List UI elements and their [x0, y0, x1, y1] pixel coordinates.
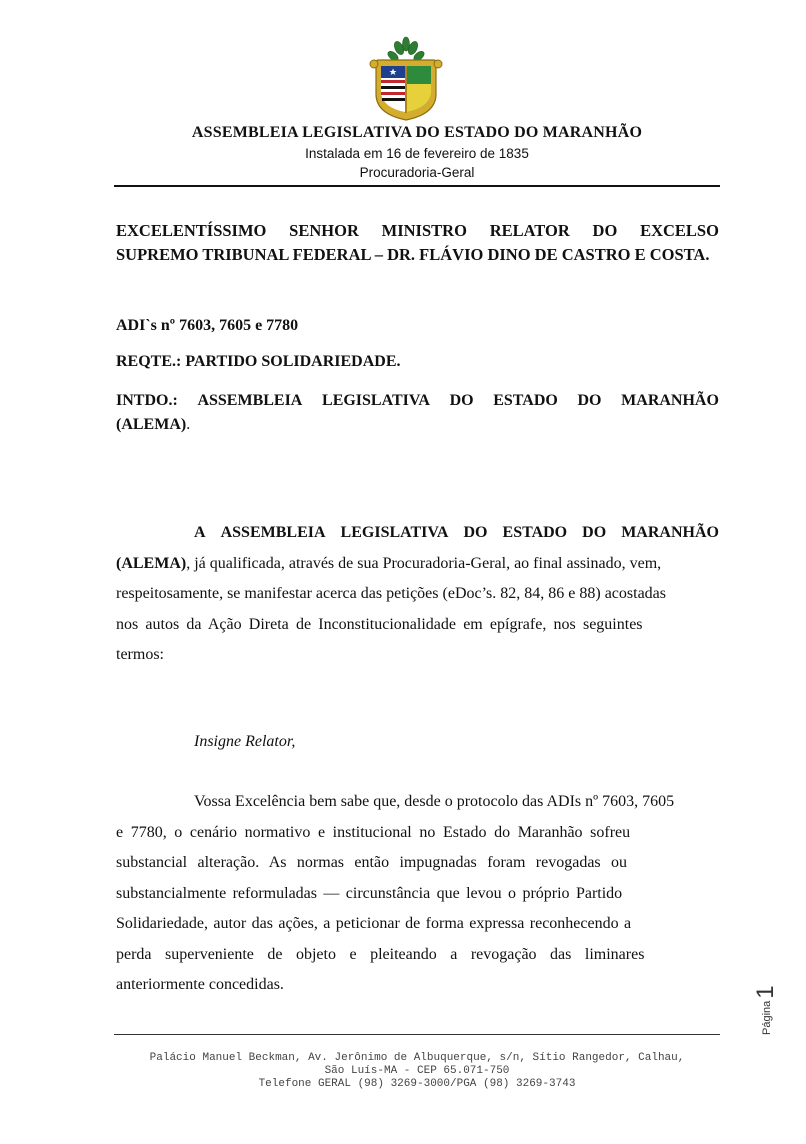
p1-line-5: termos:	[116, 646, 164, 663]
addressee-block	[116, 219, 719, 267]
p1-line-2-text: , já qualificada, através de sua Procuradoria-Geral, ao final assinado, vem,	[186, 554, 662, 572]
footer-divider	[114, 1034, 720, 1035]
installation-date: Instalada em 16 de fevereiro de 1835	[305, 146, 529, 161]
institution-name: ASSEMBLEIA LEGISLATIVA DO ESTADO DO MARANHÃO	[191, 124, 643, 141]
addressee-word: EXCELSO	[640, 221, 719, 240]
defendant-acronym: (ALEMA)	[116, 416, 187, 433]
p1-line-4: nos autos da Ação Direta de Inconstitucionalidade em epígrafe, nos seguintes	[116, 615, 643, 633]
page-label: Página	[761, 1000, 773, 1035]
footer-phone: Telefone GERAL (98) 3269-3000/PGA (98) 3269-3743	[258, 1078, 576, 1090]
p2-line-7: anteriormente concedidas.	[116, 976, 284, 993]
body-paragraph-1	[116, 518, 719, 671]
footer-city: São Luís-MA - CEP 65.071-750	[324, 1065, 510, 1077]
p1-word: LEGISLATIVA	[340, 524, 449, 541]
body-paragraph-2	[116, 787, 719, 1001]
salutation: Insigne Relator,	[194, 733, 296, 750]
defendant-word: INTDO.:	[116, 392, 178, 409]
p1-line-1	[116, 518, 719, 549]
addressee-line-1	[116, 219, 719, 243]
p2-line-6: perda superveniente de objeto e pleiteando a revogação das liminares	[116, 945, 645, 963]
defendant-period: .	[186, 416, 191, 433]
page-number-label	[752, 985, 780, 1035]
department-name: Procuradoria-Geral	[359, 165, 475, 180]
p1-line-3: respeitosamente, se manifestar acerca das petições (eDoc’s. 82, 84, 86 e 88) acostadas	[116, 585, 666, 602]
p2-line-1: Vossa Excelência bem sabe que, desde o protocolo das ADIs nº 7603, 7605	[194, 793, 675, 810]
case-plaintiff: REQTE.: PARTIDO SOLIDARIEDADE.	[116, 353, 401, 370]
case-defendant	[116, 389, 719, 437]
p2-line-5: Solidariedade, autor das ações, a peticionar de forma expressa reconhecendo a	[116, 915, 632, 932]
defendant-line-1	[116, 389, 719, 413]
addressee-word: SENHOR	[289, 221, 359, 240]
p1-word: ESTADO	[502, 524, 568, 541]
p2-line-2: e 7780, o cenário normativo e institucional no Estado do Maranhão sofreu	[116, 823, 631, 841]
p1-word: DO	[582, 524, 607, 541]
defendant-word: LEGISLATIVA	[322, 392, 430, 409]
defendant-word: ASSEMBLEIA	[197, 392, 303, 409]
addressee-word: RELATOR	[489, 221, 570, 240]
p1-word: A	[194, 524, 206, 541]
addressee-word: DO	[592, 221, 618, 240]
p1-line-2	[116, 549, 719, 580]
p2-line-4: substancialmente reformuladas — circunstância que levou o próprio Partido	[116, 884, 623, 902]
page-number	[752, 975, 782, 1035]
p1-word: MARANHÃO	[621, 524, 719, 541]
p1-word: ASSEMBLEIA	[220, 524, 326, 541]
coat-of-arms-icon	[366, 36, 446, 122]
p1-acronym: (ALEMA)	[116, 554, 187, 572]
footer-address: Palácio Manuel Beckman, Av. Jerônimo de Albuquerque, s/n, Sítio Rangedor, Calhau,	[149, 1052, 685, 1064]
page-number-value: 1	[752, 985, 779, 999]
addressee-line-2: SUPREMO TRIBUNAL FEDERAL – DR. FLÁVIO DINO DE CASTRO E COSTA.	[116, 245, 710, 264]
defendant-line-2	[116, 413, 719, 437]
defendant-word: ESTADO	[493, 392, 558, 409]
defendant-word: DO	[449, 392, 474, 409]
p2-line-3: substancial alteração. As normas então impugnadas foram revogadas ou	[116, 854, 628, 871]
defendant-word: DO	[577, 392, 602, 409]
header-divider	[114, 185, 720, 187]
p1-word: DO	[463, 524, 488, 541]
defendant-word: MARANHÃO	[621, 392, 719, 409]
addressee-word: EXCELENTÍSSIMO	[116, 221, 267, 240]
case-adi-numbers: ADI`s nº 7603, 7605 e 7780	[116, 317, 299, 334]
addressee-word: MINISTRO	[381, 221, 467, 240]
